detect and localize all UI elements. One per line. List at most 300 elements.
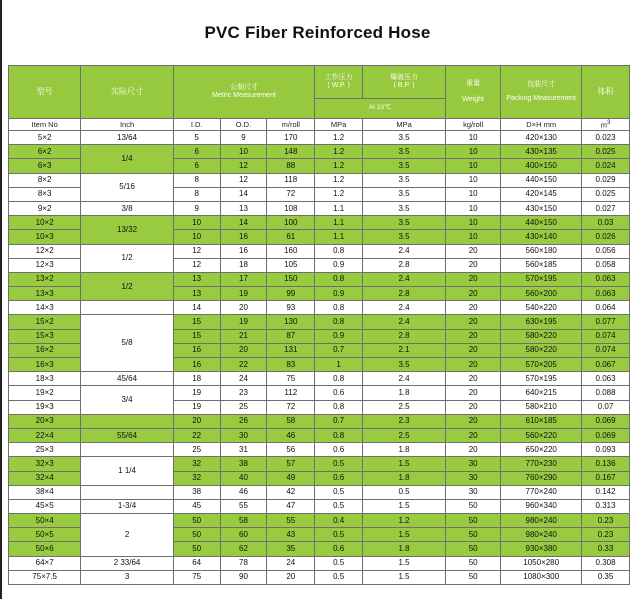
cell-volume: 0.056 — [582, 244, 630, 258]
cell-bp: 2.4 — [363, 301, 446, 315]
cell-packing: 420×130 — [501, 131, 582, 145]
cell-od: 14 — [220, 187, 267, 201]
cell-od: 19 — [220, 287, 267, 301]
cell-item-no: 15×2 — [9, 315, 81, 329]
cell-item-no: 32×3 — [9, 457, 81, 471]
cell-packing: 560×200 — [501, 287, 582, 301]
cell-weight: 50 — [446, 570, 501, 584]
cell-od: 14 — [220, 216, 267, 230]
cell-wp: 1.2 — [315, 159, 363, 173]
cell-od: 18 — [220, 258, 267, 272]
unit-mpa-bp: MPa — [363, 119, 446, 131]
cell-id: 64 — [173, 556, 220, 570]
cell-weight: 20 — [446, 329, 501, 343]
table-row — [9, 457, 630, 471]
table-row — [9, 386, 630, 400]
cell-packing: 580×220 — [501, 329, 582, 343]
header-bp-cn: 爆破压力 — [390, 73, 419, 81]
unit-row — [9, 119, 630, 131]
cell-weight: 30 — [446, 471, 501, 485]
table-row — [9, 201, 630, 215]
cell-wp: 0.5 — [315, 457, 363, 471]
cell-weight: 50 — [446, 528, 501, 542]
cell-wp: 0.9 — [315, 287, 363, 301]
cell-item-no: 45×5 — [9, 499, 81, 513]
cell-inch: 1-3/4 — [81, 499, 174, 513]
cell-id: 45 — [173, 499, 220, 513]
cell-bp: 2.5 — [363, 428, 446, 442]
cell-volume: 0.167 — [582, 471, 630, 485]
cell-bp: 1.2 — [363, 514, 446, 528]
cell-od: 13 — [220, 201, 267, 215]
cell-weight: 20 — [446, 414, 501, 428]
cell-packing: 440×150 — [501, 216, 582, 230]
cell-m-roll: 93 — [267, 301, 315, 315]
cell-packing: 650×220 — [501, 443, 582, 457]
cell-volume: 0.35 — [582, 570, 630, 584]
cell-od: 12 — [220, 159, 267, 173]
cell-volume: 0.063 — [582, 372, 630, 386]
cell-packing: 770×240 — [501, 485, 582, 499]
unit-m3-sup: 3 — [607, 120, 611, 126]
cell-od: 55 — [220, 499, 267, 513]
table-row — [9, 514, 630, 528]
cell-wp: 0.8 — [315, 372, 363, 386]
cell-packing: 420×145 — [501, 187, 582, 201]
cell-item-no: 19×3 — [9, 400, 81, 414]
cell-bp: 2.3 — [363, 414, 446, 428]
cell-volume: 0.313 — [582, 499, 630, 513]
cell-inch: 5/8 — [81, 315, 174, 372]
cell-m-roll: 20 — [267, 570, 315, 584]
cell-packing: 560×185 — [501, 258, 582, 272]
cell-id: 12 — [173, 258, 220, 272]
header-weight-en: Weight — [462, 96, 484, 103]
cell-bp: 2.8 — [363, 329, 446, 343]
cell-inch: 1/2 — [81, 244, 174, 272]
cell-volume: 0.025 — [582, 187, 630, 201]
cell-m-roll: 87 — [267, 329, 315, 343]
cell-volume: 0.077 — [582, 315, 630, 329]
cell-od: 23 — [220, 386, 267, 400]
cell-inch: 2 — [81, 514, 174, 557]
cell-wp: 0.6 — [315, 471, 363, 485]
cell-item-no: 12×3 — [9, 258, 81, 272]
cell-m-roll: 108 — [267, 201, 315, 215]
cell-weight: 20 — [446, 315, 501, 329]
cell-packing: 570×205 — [501, 358, 582, 372]
cell-bp: 1.5 — [363, 499, 446, 513]
unit-m-roll: m/roll — [267, 119, 315, 131]
table-row — [9, 443, 630, 457]
cell-wp: 0.8 — [315, 272, 363, 286]
cell-volume: 0.074 — [582, 329, 630, 343]
unit-item-no: Item No — [9, 119, 81, 131]
cell-packing: 570×195 — [501, 272, 582, 286]
table-row — [9, 145, 630, 159]
cell-m-roll: 57 — [267, 457, 315, 471]
header-bp-en: ( B.P. ) — [393, 82, 415, 89]
unit-m3-base: m — [600, 120, 607, 130]
cell-packing: 770×230 — [501, 457, 582, 471]
cell-volume: 0.074 — [582, 343, 630, 357]
cell-id: 13 — [173, 272, 220, 286]
cell-packing: 430×150 — [501, 201, 582, 215]
cell-item-no: 50×5 — [9, 528, 81, 542]
header-bp — [363, 66, 446, 99]
cell-packing: 400×150 — [501, 159, 582, 173]
cell-volume: 0.027 — [582, 201, 630, 215]
cell-weight: 10 — [446, 216, 501, 230]
cell-id: 16 — [173, 343, 220, 357]
cell-inch: 13/32 — [81, 216, 174, 244]
cell-weight: 50 — [446, 514, 501, 528]
cell-wp: 0.6 — [315, 542, 363, 556]
cell-id: 16 — [173, 358, 220, 372]
cell-wp: 0.5 — [315, 556, 363, 570]
cell-volume: 0.025 — [582, 145, 630, 159]
cell-inch — [81, 443, 174, 457]
cell-od: 22 — [220, 358, 267, 372]
header-metric — [173, 66, 314, 119]
cell-od: 24 — [220, 372, 267, 386]
cell-packing: 440×150 — [501, 173, 582, 187]
cell-id: 50 — [173, 514, 220, 528]
cell-item-no: 64×7 — [9, 556, 81, 570]
cell-weight: 10 — [446, 145, 501, 159]
unit-inch: Inch — [81, 119, 174, 131]
cell-m-roll: 72 — [267, 400, 315, 414]
header-weight — [446, 66, 501, 119]
cell-bp: 1.8 — [363, 386, 446, 400]
table-row — [9, 428, 630, 442]
cell-id: 6 — [173, 145, 220, 159]
cell-weight: 10 — [446, 201, 501, 215]
cell-item-no: 12×2 — [9, 244, 81, 258]
cell-id: 8 — [173, 173, 220, 187]
cell-wp: 1.1 — [315, 230, 363, 244]
cell-wp: 0.8 — [315, 301, 363, 315]
cell-weight: 20 — [446, 287, 501, 301]
cell-bp: 3.5 — [363, 187, 446, 201]
cell-id: 6 — [173, 159, 220, 173]
cell-volume: 0.33 — [582, 542, 630, 556]
cell-bp: 1.8 — [363, 471, 446, 485]
cell-id: 9 — [173, 201, 220, 215]
cell-wp: 0.4 — [315, 514, 363, 528]
header-row — [9, 66, 630, 99]
cell-item-no: 8×2 — [9, 173, 81, 187]
cell-volume: 0.308 — [582, 556, 630, 570]
cell-weight: 20 — [446, 244, 501, 258]
cell-m-roll: 105 — [267, 258, 315, 272]
cell-packing: 960×340 — [501, 499, 582, 513]
cell-id: 18 — [173, 372, 220, 386]
cell-m-roll: 47 — [267, 499, 315, 513]
table-row — [9, 556, 630, 570]
cell-bp: 3.5 — [363, 358, 446, 372]
cell-packing: 930×380 — [501, 542, 582, 556]
cell-m-roll: 150 — [267, 272, 315, 286]
cell-item-no: 8×3 — [9, 187, 81, 201]
cell-inch: 1/4 — [81, 145, 174, 173]
cell-od: 25 — [220, 400, 267, 414]
cell-od: 26 — [220, 414, 267, 428]
cell-od: 60 — [220, 528, 267, 542]
cell-bp: 3.5 — [363, 145, 446, 159]
cell-id: 19 — [173, 400, 220, 414]
cell-packing: 980×240 — [501, 528, 582, 542]
cell-weight: 20 — [446, 343, 501, 357]
cell-wp: 1.1 — [315, 216, 363, 230]
cell-inch: 13/64 — [81, 131, 174, 145]
cell-packing: 1050×280 — [501, 556, 582, 570]
header-at-temp: At 23℃ — [315, 99, 446, 119]
cell-id: 32 — [173, 471, 220, 485]
cell-weight: 50 — [446, 542, 501, 556]
cell-m-roll: 42 — [267, 485, 315, 499]
cell-m-roll: 35 — [267, 542, 315, 556]
cell-wp: 0.8 — [315, 400, 363, 414]
cell-volume: 0.023 — [582, 131, 630, 145]
cell-m-roll: 170 — [267, 131, 315, 145]
cell-inch — [81, 414, 174, 428]
cell-m-roll: 75 — [267, 372, 315, 386]
cell-od: 62 — [220, 542, 267, 556]
cell-inch: 3/4 — [81, 386, 174, 414]
cell-inch — [81, 301, 174, 315]
cell-id: 32 — [173, 457, 220, 471]
cell-weight: 20 — [446, 428, 501, 442]
cell-wp: 0.5 — [315, 499, 363, 513]
cell-bp: 2.8 — [363, 287, 446, 301]
cell-wp: 1.1 — [315, 201, 363, 215]
table-row — [9, 372, 630, 386]
cell-m-roll: 56 — [267, 443, 315, 457]
spec-table — [8, 65, 630, 585]
header-volume: 体积 — [582, 66, 630, 119]
header-wp — [315, 66, 363, 99]
cell-id: 50 — [173, 528, 220, 542]
cell-weight: 20 — [446, 372, 501, 386]
cell-bp: 3.5 — [363, 173, 446, 187]
cell-weight: 10 — [446, 187, 501, 201]
cell-inch: 55/64 — [81, 428, 174, 442]
cell-wp: 0.6 — [315, 443, 363, 457]
cell-weight: 20 — [446, 443, 501, 457]
header-wp-cn: 工作压力 — [324, 73, 353, 81]
cell-id: 19 — [173, 386, 220, 400]
cell-id: 14 — [173, 301, 220, 315]
cell-weight: 20 — [446, 258, 501, 272]
cell-wp: 0.5 — [315, 570, 363, 584]
cell-od: 40 — [220, 471, 267, 485]
cell-od: 46 — [220, 485, 267, 499]
table-row — [9, 173, 630, 187]
unit-dxh: D×H mm — [501, 119, 582, 131]
cell-packing: 580×220 — [501, 343, 582, 357]
cell-m-roll: 61 — [267, 230, 315, 244]
cell-bp: 2.5 — [363, 400, 446, 414]
cell-wp: 0.8 — [315, 244, 363, 258]
cell-item-no: 13×3 — [9, 287, 81, 301]
cell-weight: 10 — [446, 173, 501, 187]
cell-id: 10 — [173, 216, 220, 230]
cell-packing: 560×180 — [501, 244, 582, 258]
cell-od: 16 — [220, 230, 267, 244]
cell-wp: 1.2 — [315, 145, 363, 159]
table-row — [9, 272, 630, 286]
unit-kg-roll: kg/roll — [446, 119, 501, 131]
cell-id: 38 — [173, 485, 220, 499]
cell-wp: 0.8 — [315, 315, 363, 329]
cell-packing: 630×195 — [501, 315, 582, 329]
cell-od: 12 — [220, 173, 267, 187]
cell-bp: 2.4 — [363, 372, 446, 386]
unit-id: I.D. — [173, 119, 220, 131]
cell-wp: 0.9 — [315, 329, 363, 343]
cell-id: 25 — [173, 443, 220, 457]
cell-id: 13 — [173, 287, 220, 301]
cell-packing: 760×290 — [501, 471, 582, 485]
cell-wp: 1.2 — [315, 131, 363, 145]
cell-weight: 20 — [446, 358, 501, 372]
cell-volume: 0.093 — [582, 443, 630, 457]
cell-packing: 540×220 — [501, 301, 582, 315]
cell-volume: 0.063 — [582, 287, 630, 301]
cell-m-roll: 130 — [267, 315, 315, 329]
cell-id: 22 — [173, 428, 220, 442]
cell-volume: 0.136 — [582, 457, 630, 471]
cell-bp: 2.4 — [363, 244, 446, 258]
cell-item-no: 16×2 — [9, 343, 81, 357]
table-row — [9, 499, 630, 513]
cell-item-no: 6×3 — [9, 159, 81, 173]
cell-item-no: 19×2 — [9, 386, 81, 400]
cell-od: 78 — [220, 556, 267, 570]
cell-m-roll: 72 — [267, 187, 315, 201]
cell-inch: 3/8 — [81, 201, 174, 215]
cell-weight: 30 — [446, 485, 501, 499]
cell-weight: 50 — [446, 499, 501, 513]
cell-id: 50 — [173, 542, 220, 556]
cell-volume: 0.029 — [582, 173, 630, 187]
cell-m-roll: 99 — [267, 287, 315, 301]
cell-m-roll: 118 — [267, 173, 315, 187]
cell-item-no: 25×3 — [9, 443, 81, 457]
cell-item-no: 16×3 — [9, 358, 81, 372]
cell-bp: 2.1 — [363, 343, 446, 357]
cell-volume: 0.142 — [582, 485, 630, 499]
cell-bp: 2.4 — [363, 315, 446, 329]
cell-bp: 3.5 — [363, 216, 446, 230]
cell-od: 16 — [220, 244, 267, 258]
cell-od: 38 — [220, 457, 267, 471]
cell-weight: 20 — [446, 301, 501, 315]
cell-packing: 560×220 — [501, 428, 582, 442]
cell-od: 10 — [220, 145, 267, 159]
cell-inch: 2 33/64 — [81, 556, 174, 570]
cell-item-no: 20×3 — [9, 414, 81, 428]
cell-m-roll: 46 — [267, 428, 315, 442]
cell-bp: 0.5 — [363, 485, 446, 499]
cell-wp: 0.8 — [315, 428, 363, 442]
cell-od: 90 — [220, 570, 267, 584]
cell-bp: 1.5 — [363, 556, 446, 570]
header-packing-cn: 包装尺寸 — [527, 80, 556, 88]
unit-od: O.D. — [220, 119, 267, 131]
table-row — [9, 485, 630, 499]
cell-bp: 3.5 — [363, 131, 446, 145]
cell-weight: 20 — [446, 400, 501, 414]
cell-bp: 1.5 — [363, 528, 446, 542]
cell-volume: 0.024 — [582, 159, 630, 173]
cell-item-no: 6×2 — [9, 145, 81, 159]
cell-inch: 1/2 — [81, 272, 174, 300]
cell-bp: 2.8 — [363, 258, 446, 272]
cell-m-roll: 49 — [267, 471, 315, 485]
cell-inch: 5/16 — [81, 173, 174, 201]
cell-item-no: 10×2 — [9, 216, 81, 230]
cell-weight: 10 — [446, 131, 501, 145]
cell-wp: 0.7 — [315, 343, 363, 357]
cell-od: 19 — [220, 315, 267, 329]
cell-wp: 1.2 — [315, 187, 363, 201]
cell-volume: 0.23 — [582, 528, 630, 542]
cell-volume: 0.064 — [582, 301, 630, 315]
cell-packing: 610×185 — [501, 414, 582, 428]
cell-bp: 3.5 — [363, 230, 446, 244]
cell-inch: 45/64 — [81, 372, 174, 386]
cell-id: 5 — [173, 131, 220, 145]
header-weight-cn: 重量 — [466, 79, 481, 87]
header-packing-en: Packing Measurement — [506, 95, 577, 102]
cell-wp: 1 — [315, 358, 363, 372]
cell-id: 10 — [173, 230, 220, 244]
cell-packing: 640×215 — [501, 386, 582, 400]
cell-m-roll: 148 — [267, 145, 315, 159]
cell-volume: 0.088 — [582, 386, 630, 400]
cell-item-no: 75×7.5 — [9, 570, 81, 584]
cell-volume: 0.23 — [582, 514, 630, 528]
cell-od: 17 — [220, 272, 267, 286]
cell-m-roll: 100 — [267, 216, 315, 230]
cell-packing: 1080×300 — [501, 570, 582, 584]
cell-m-roll: 112 — [267, 386, 315, 400]
unit-m3 — [582, 119, 630, 131]
cell-bp: 2.4 — [363, 272, 446, 286]
cell-packing: 980×240 — [501, 514, 582, 528]
cell-inch — [81, 485, 174, 499]
cell-wp: 0.7 — [315, 414, 363, 428]
cell-m-roll: 88 — [267, 159, 315, 173]
cell-weight: 10 — [446, 230, 501, 244]
cell-volume: 0.069 — [582, 428, 630, 442]
cell-id: 20 — [173, 414, 220, 428]
cell-id: 8 — [173, 187, 220, 201]
cell-item-no: 50×6 — [9, 542, 81, 556]
cell-item-no: 9×2 — [9, 201, 81, 215]
header-actual-size: 实际尺寸 — [81, 66, 174, 119]
cell-wp: 0.6 — [315, 386, 363, 400]
cell-id: 12 — [173, 244, 220, 258]
header-packing — [501, 66, 582, 119]
cell-volume: 0.026 — [582, 230, 630, 244]
cell-item-no: 50×4 — [9, 514, 81, 528]
table-row — [9, 244, 630, 258]
page-title: PVC Fiber Reinforced Hose — [204, 23, 431, 42]
cell-bp: 3.5 — [363, 159, 446, 173]
